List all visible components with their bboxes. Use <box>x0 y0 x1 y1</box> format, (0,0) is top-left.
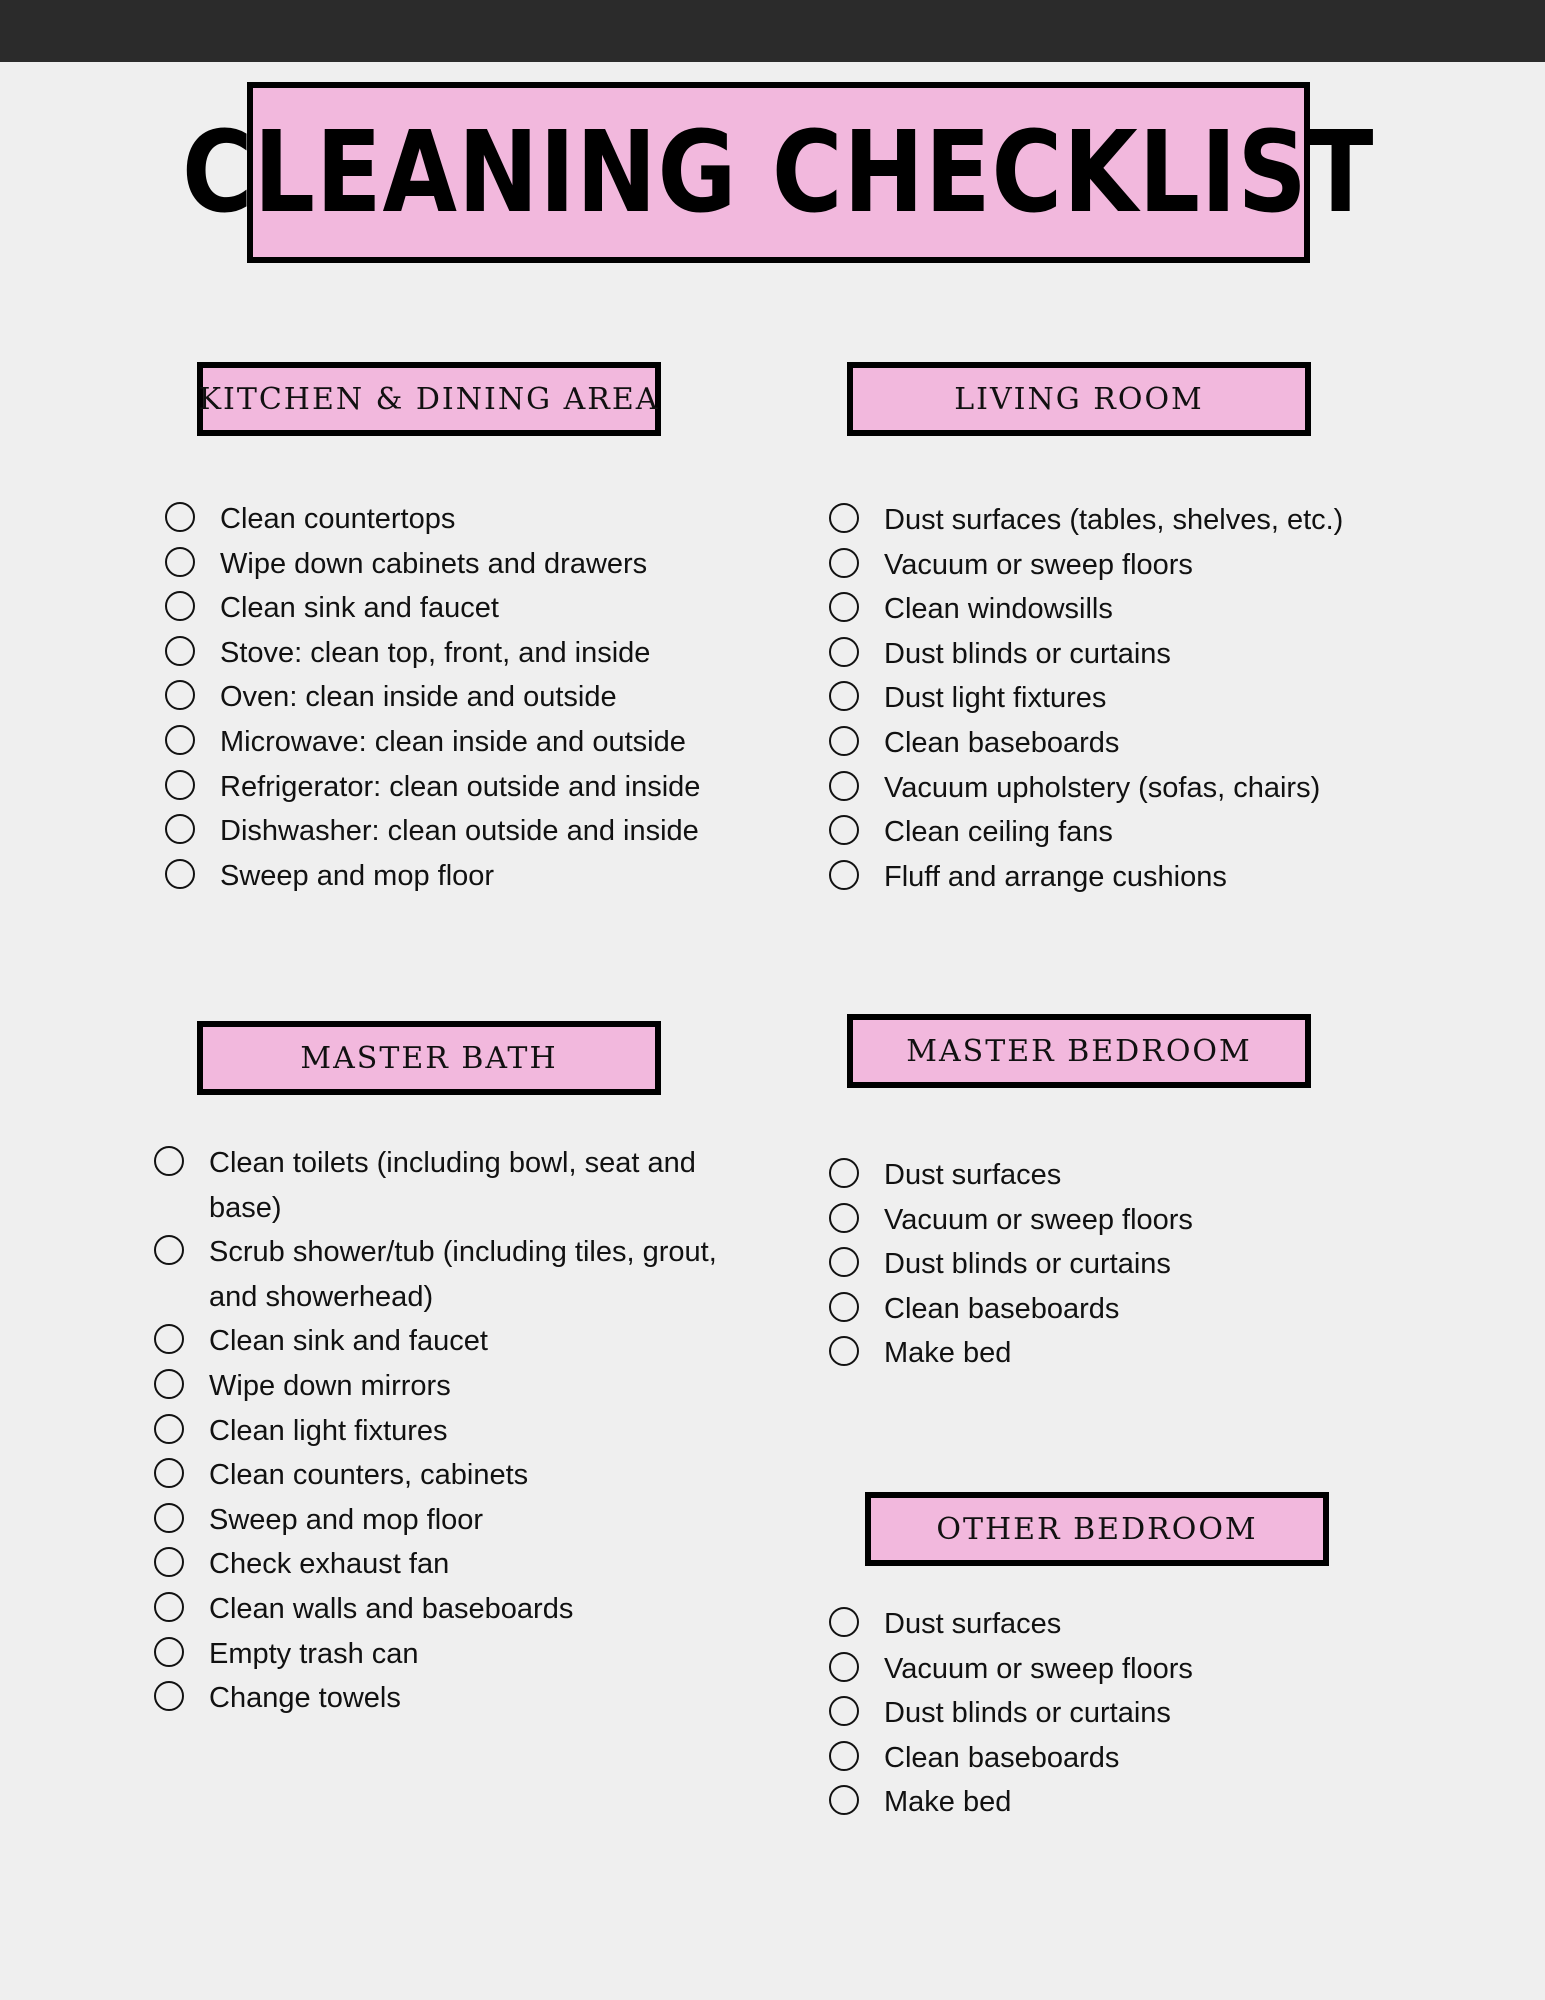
checkbox-circle-icon[interactable] <box>165 725 195 755</box>
checkbox-circle-icon[interactable] <box>829 548 859 578</box>
checkbox-circle-icon[interactable] <box>165 859 195 889</box>
checklist-item-label: Make bed <box>884 1337 1012 1370</box>
checklist-item-kitchen <box>165 675 700 720</box>
checklist-item-label: Wipe down mirrors <box>209 1369 451 1402</box>
checkbox-circle-icon[interactable] <box>829 1607 859 1637</box>
section-header-kitchen <box>197 362 661 436</box>
section-title-master-bedroom: MASTER BEDROOM <box>906 1033 1252 1069</box>
checkbox-circle-icon[interactable] <box>165 636 195 666</box>
checklist-item-master-bath <box>154 1587 729 1632</box>
checklist-item-kitchen <box>165 497 700 542</box>
checklist-item-living-room <box>829 632 1343 677</box>
checkbox-circle-icon[interactable] <box>829 815 859 845</box>
checklist-item-label: Dust blinds or curtains <box>884 1248 1171 1281</box>
checklist-item-master-bath <box>154 1542 729 1587</box>
checklist-item-label: Make bed <box>884 1786 1012 1819</box>
checklist-item-label: Clean counters, cabinets <box>209 1459 529 1492</box>
checklist-item-kitchen <box>165 631 700 676</box>
checkbox-circle-icon[interactable] <box>829 1785 859 1815</box>
checklist-item-label: Dust surfaces (tables, shelves, etc.) <box>884 504 1344 536</box>
checklist-item-master-bath <box>154 1141 729 1230</box>
checklist-item-label: Dishwasher: clean outside and inside <box>220 815 699 848</box>
checklist-living-room <box>829 498 1343 899</box>
checklist-master-bedroom <box>829 1153 1193 1376</box>
checklist-item-label: Sweep and mop floor <box>209 1503 484 1536</box>
section-header-living-room <box>847 362 1311 436</box>
checklist-item-living-room <box>829 498 1343 543</box>
checklist-item-master-bath <box>154 1498 729 1543</box>
checklist-item-living-room <box>829 721 1343 766</box>
checkbox-circle-icon[interactable] <box>154 1414 184 1444</box>
checkbox-circle-icon[interactable] <box>829 1247 859 1277</box>
checklist-item-label: Stove: clean top, front, and inside <box>220 636 651 669</box>
title-banner <box>182 82 1375 263</box>
checkbox-circle-icon[interactable] <box>165 770 195 800</box>
checklist-item-label: Dust surfaces <box>884 1608 1062 1640</box>
checklist-item-kitchen <box>165 765 700 810</box>
checklist-item-label: Wipe down cabinets and drawers <box>220 547 648 580</box>
section-title-other-bedroom: OTHER BEDROOM <box>936 1511 1258 1547</box>
checklist-item-label: Refrigerator: clean outside and inside <box>220 770 701 803</box>
checklist-item-kitchen <box>165 854 700 899</box>
checklist-item-label: Clean windowsills <box>884 593 1113 626</box>
checkbox-circle-icon[interactable] <box>829 1158 859 1188</box>
checkbox-circle-icon[interactable] <box>165 547 195 577</box>
checklist-item-kitchen <box>165 542 700 587</box>
checklist-item-label: Check exhaust fan <box>209 1548 450 1581</box>
checkbox-circle-icon[interactable] <box>165 680 195 710</box>
checkbox-circle-icon[interactable] <box>154 1369 184 1399</box>
checkbox-circle-icon[interactable] <box>829 681 859 711</box>
page-title: CLEANING CHECKLIST <box>182 107 1375 238</box>
checklist-item-other-bedroom <box>829 1736 1193 1781</box>
checklist-item-label: Scrub shower/tub (including tiles, grout, and showerhead) <box>209 1236 717 1313</box>
checklist-master-bath <box>154 1141 729 1721</box>
checkbox-circle-icon[interactable] <box>829 1696 859 1726</box>
checklist-item-master-bedroom <box>829 1287 1193 1332</box>
checklist-item-living-room <box>829 543 1343 588</box>
checklist-item-master-bedroom <box>829 1242 1193 1287</box>
checklist-item-kitchen <box>165 809 700 854</box>
checkbox-circle-icon[interactable] <box>154 1235 184 1265</box>
checkbox-circle-icon[interactable] <box>165 814 195 844</box>
checklist-item-label: Fluff and arrange cushions <box>884 860 1227 893</box>
checkbox-circle-icon[interactable] <box>154 1503 184 1533</box>
section-header-other-bedroom <box>865 1492 1329 1566</box>
checkbox-circle-icon[interactable] <box>829 503 859 533</box>
checkbox-circle-icon[interactable] <box>165 591 195 621</box>
checklist-item-kitchen <box>165 586 700 631</box>
checklist-item-label: Sweep and mop floor <box>220 859 495 892</box>
checklist-item-label: Dust blinds or curtains <box>884 1697 1171 1730</box>
section-header-master-bedroom <box>847 1014 1311 1088</box>
checklist-item-living-room <box>829 676 1343 721</box>
checklist-item-master-bedroom <box>829 1198 1193 1243</box>
checkbox-circle-icon[interactable] <box>829 726 859 756</box>
checklist-item-label: Vacuum or sweep floors <box>884 548 1193 581</box>
checklist-item-label: Clean walls and baseboards <box>209 1592 574 1625</box>
checklist-item-label: Clean ceiling fans <box>884 816 1113 849</box>
checklist-item-master-bath <box>154 1676 729 1721</box>
checklist-item-master-bath <box>154 1409 729 1454</box>
section-header-master-bath <box>197 1021 661 1095</box>
checklist-item-label: Clean countertops <box>220 503 456 535</box>
checklist-item-master-bath <box>154 1319 729 1364</box>
checklist-item-label: Vacuum or sweep floors <box>884 1203 1193 1236</box>
section-title-master-bath: MASTER BATH <box>300 1040 558 1076</box>
checklist-item-label: Dust blinds or curtains <box>884 637 1171 670</box>
checklist-item-label: Change towels <box>209 1682 401 1715</box>
checklist-item-living-room <box>829 587 1343 632</box>
checklist-item-master-bath <box>154 1230 729 1319</box>
checklist-item-label: Clean baseboards <box>884 1741 1120 1774</box>
checklist-item-living-room <box>829 810 1343 855</box>
checklist-item-other-bedroom <box>829 1602 1193 1647</box>
checklist-item-label: Empty trash can <box>209 1637 419 1670</box>
checklist-other-bedroom <box>829 1602 1193 1825</box>
checklist-item-label: Dust light fixtures <box>884 682 1107 715</box>
checklist-item-label: Clean light fixtures <box>209 1414 448 1447</box>
checkbox-circle-icon[interactable] <box>829 771 859 801</box>
checklist-item-other-bedroom <box>829 1647 1193 1692</box>
checkbox-circle-icon[interactable] <box>829 1292 859 1322</box>
checklist-kitchen <box>165 497 700 898</box>
checkbox-circle-icon[interactable] <box>165 502 195 532</box>
checkbox-circle-icon[interactable] <box>829 592 859 622</box>
section-title-living-room: LIVING ROOM <box>954 381 1204 417</box>
checkbox-circle-icon[interactable] <box>154 1592 184 1622</box>
checklist-item-label: Microwave: clean inside and outside <box>220 725 686 758</box>
checkbox-circle-icon[interactable] <box>154 1681 184 1711</box>
checklist-item-other-bedroom <box>829 1780 1193 1825</box>
checkbox-circle-icon[interactable] <box>154 1637 184 1667</box>
checkbox-circle-icon[interactable] <box>829 637 859 667</box>
checkbox-circle-icon[interactable] <box>829 1741 859 1771</box>
checkbox-circle-icon[interactable] <box>829 1652 859 1682</box>
checklist-item-master-bath <box>154 1453 729 1498</box>
checklist-item-other-bedroom <box>829 1691 1193 1736</box>
checkbox-circle-icon[interactable] <box>154 1547 184 1577</box>
checklist-item-label: Clean toilets (including bowl, seat and base) <box>209 1147 696 1224</box>
checklist-item-label: Clean sink and faucet <box>209 1325 488 1358</box>
checklist-item-label: Clean baseboards <box>884 1292 1120 1325</box>
section-title-kitchen: KITCHEN & DINING AREA <box>198 381 660 417</box>
checklist-item-label: Clean sink and faucet <box>220 592 499 625</box>
checklist-item-label: Dust surfaces <box>884 1159 1062 1191</box>
checklist-item-label: Vacuum or sweep floors <box>884 1652 1193 1685</box>
checkbox-circle-icon[interactable] <box>154 1324 184 1354</box>
checklist-item-living-room <box>829 766 1343 811</box>
checkbox-circle-icon[interactable] <box>829 1336 859 1366</box>
checkbox-circle-icon[interactable] <box>829 1203 859 1233</box>
checklist-item-kitchen <box>165 720 700 765</box>
checklist-item-master-bath <box>154 1364 729 1409</box>
checklist-item-living-room <box>829 855 1343 900</box>
checklist-item-label: Clean baseboards <box>884 726 1120 759</box>
top-bar <box>0 0 1545 62</box>
checklist-item-master-bedroom <box>829 1331 1193 1376</box>
checkbox-circle-icon[interactable] <box>829 860 859 890</box>
checklist-item-master-bedroom <box>829 1153 1193 1198</box>
checklist-item-label: Oven: clean inside and outside <box>220 681 617 714</box>
checklist-item-master-bath <box>154 1632 729 1677</box>
checklist-item-label: Vacuum upholstery (sofas, chairs) <box>884 771 1321 804</box>
checkbox-circle-icon[interactable] <box>154 1146 184 1176</box>
checkbox-circle-icon[interactable] <box>154 1458 184 1488</box>
